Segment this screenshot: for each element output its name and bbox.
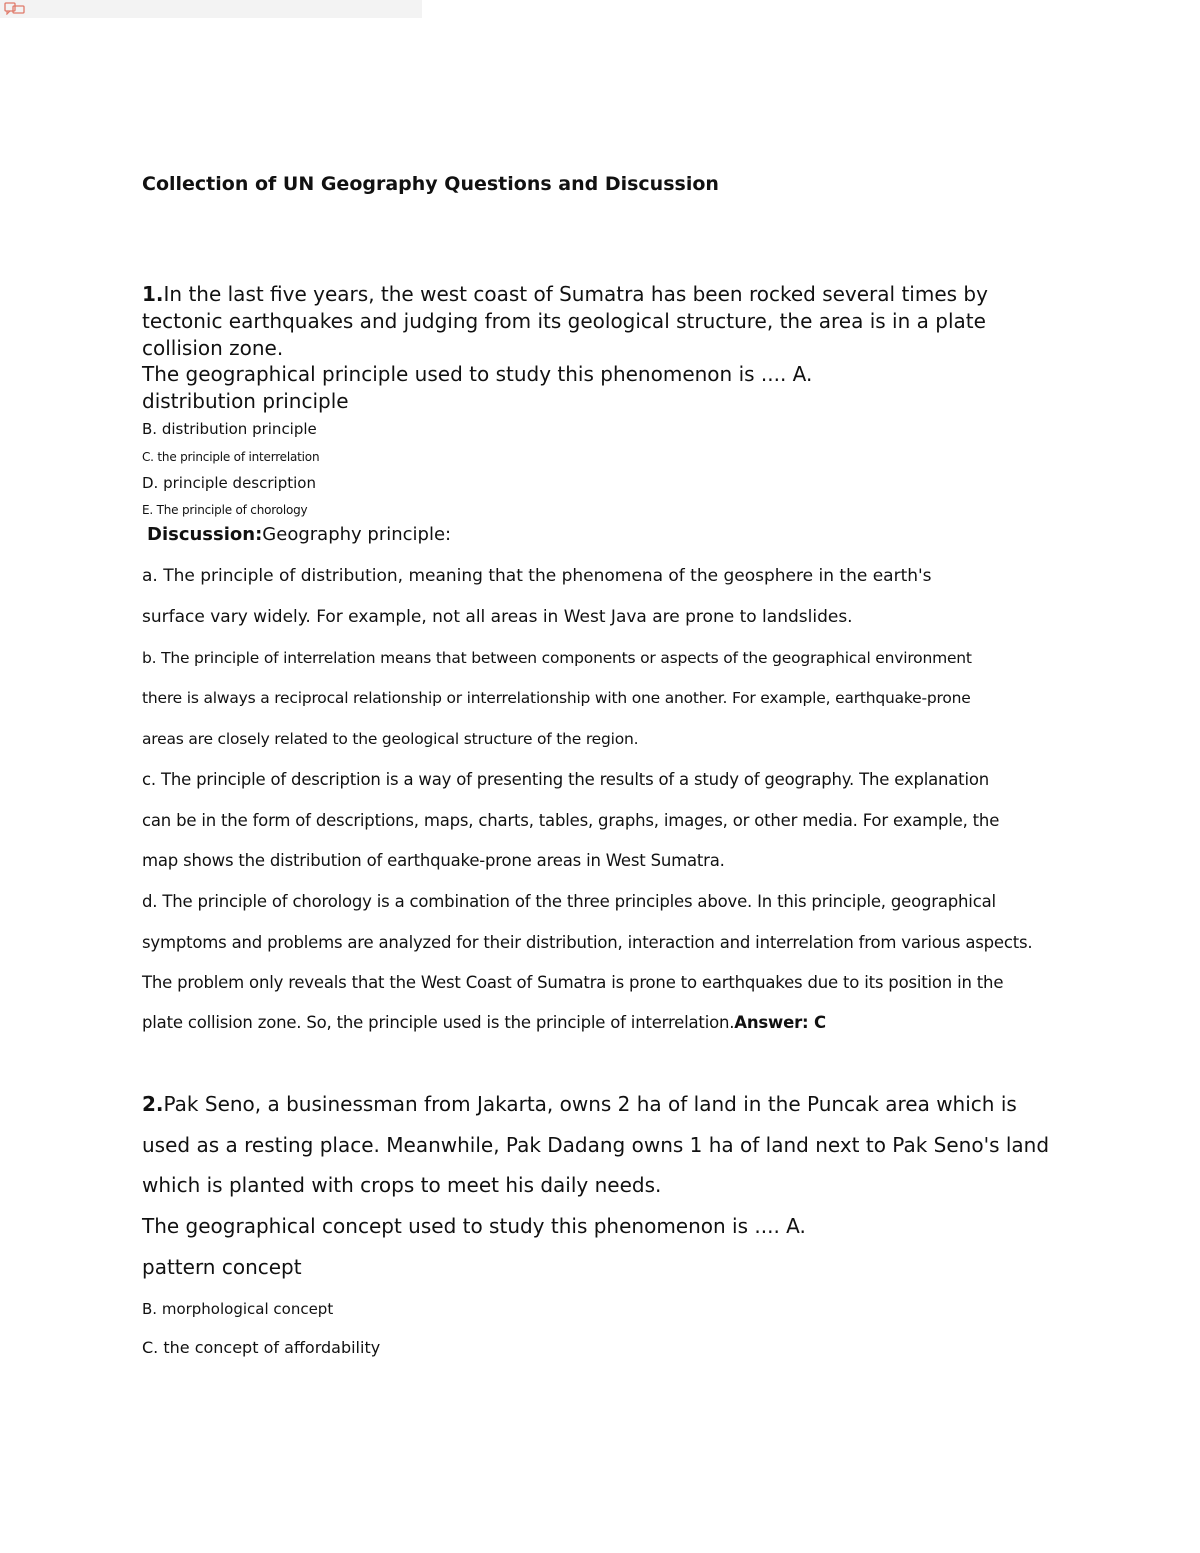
question-1-number: 1. <box>142 282 164 306</box>
question-1-line-4: The geographical principle used to study this phenomenon is .... A. <box>142 362 813 386</box>
question-2-option-b: B. morphological concept <box>142 1300 334 1318</box>
discussion-intro: Geography principle: <box>262 524 452 545</box>
discussion-line: a. The principle of distribution, meaning that the phenomena of the geosphere in the earth's <box>142 566 932 586</box>
discussion-line: areas are closely related to the geological structure of the region. <box>142 730 639 748</box>
question-1-option-b: B. distribution principle <box>142 420 317 438</box>
discussion-line: c. The principle of description is a way of presenting the results of a study of geography. The explanation <box>142 770 989 789</box>
question-1-option-c: C. the principle of interrelation <box>142 450 320 464</box>
discussion-heading <box>147 524 451 545</box>
answer-label: Answer: C <box>734 1013 826 1032</box>
discussion-line: symptoms and problems are analyzed for their distribution, interaction and interrelation from various aspects. <box>142 933 1033 952</box>
question-1-line-1: 1.In the last five years, the west coast of Sumatra has been rocked several times by <box>142 282 988 306</box>
question-1-line-3: collision zone. <box>142 336 284 360</box>
discussion-line: d. The principle of chorology is a combination of the three principles above. In this principle, geographical <box>142 892 996 911</box>
discussion-line: The problem only reveals that the West Coast of Sumatra is prone to earthquakes due to its position in the <box>142 973 1004 992</box>
top-toolbar <box>0 0 422 18</box>
question-2-option-a: pattern concept <box>142 1255 302 1279</box>
question-2-line-4: The geographical concept used to study this phenomenon is .... A. <box>142 1214 806 1238</box>
discussion-label: Discussion: <box>147 524 263 545</box>
discussion-line: map shows the distribution of earthquake-prone areas in West Sumatra. <box>142 851 725 870</box>
discussion-line: there is always a reciprocal relationship or interrelationship with one another. For example, earthquake-prone <box>142 689 971 707</box>
question-1-line-2: tectonic earthquakes and judging from its geological structure, the area is in a plate <box>142 309 986 333</box>
question-1-option-d: D. principle description <box>142 474 316 492</box>
discussion-line: can be in the form of descriptions, maps, charts, tables, graphs, images, or other media. For example, the <box>142 811 1000 830</box>
question-2-number: 2. <box>142 1092 164 1116</box>
page-title: Collection of UN Geography Questions and Discussion <box>142 173 719 195</box>
question-2-line-2: used as a resting place. Meanwhile, Pak Dadang owns 1 ha of land next to Pak Seno's land <box>142 1133 1050 1157</box>
question-1-option-a: distribution principle <box>142 389 349 413</box>
question-2-line-3: which is planted with crops to meet his daily needs. <box>142 1173 662 1197</box>
question-2-line-1: 2.Pak Seno, a businessman from Jakarta, owns 2 ha of land in the Puncak area which is <box>142 1092 1017 1116</box>
discussion-line: b. The principle of interrelation means that between components or aspects of the geographical environment <box>142 649 972 667</box>
question-2-option-c: C. the concept of affordability <box>142 1338 381 1357</box>
question-1-option-e: E. The principle of chorology <box>142 503 308 517</box>
discussion-last-line: plate collision zone. So, the principle used is the principle of interrelation.Answer: C <box>142 1013 826 1032</box>
comment-icon[interactable] <box>4 2 26 15</box>
discussion-line: surface vary widely. For example, not all areas in West Java are prone to landslides. <box>142 607 853 627</box>
